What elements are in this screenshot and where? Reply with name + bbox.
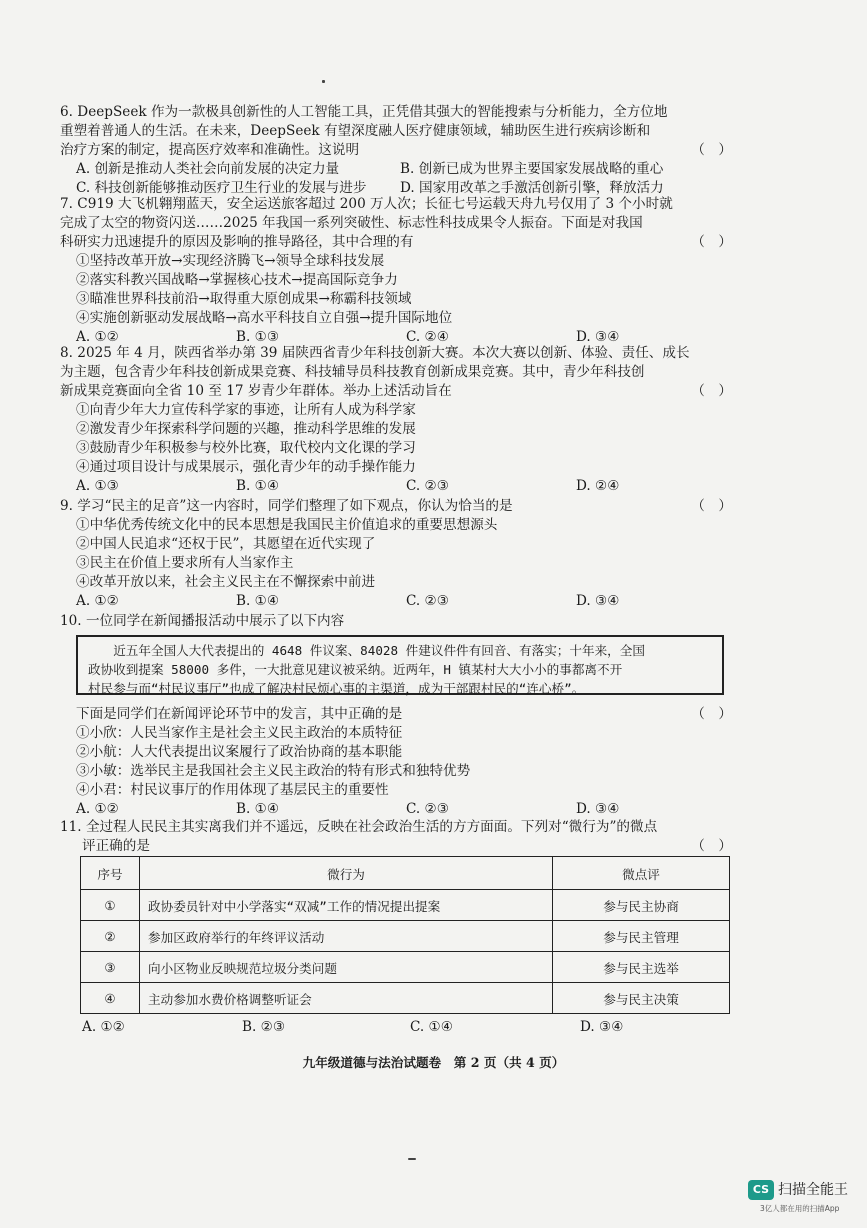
option-d: D. ②④ xyxy=(576,478,620,494)
column-header: 微点评 xyxy=(553,857,730,890)
option-d: D. ③④ xyxy=(576,801,620,817)
statement-item: ①小欣：人民当家作主是社会主义民主政治的本质特征 xyxy=(76,725,403,741)
statement-item: ②落实科教兴国战略→掌握核心技术→提高国际竞争力 xyxy=(76,272,398,288)
question-stem-line: 10. 一位同学在新闻播报活动中展示了以下内容 xyxy=(60,613,345,629)
options-row xyxy=(60,1018,740,1037)
scan-speck xyxy=(408,1158,416,1160)
question-stem-line xyxy=(60,837,740,856)
micro-behavior-table xyxy=(80,856,730,1014)
statement-item: ③瞄准世界科技前沿→取得重大原创成果→称霸科技领域 xyxy=(76,291,412,307)
option-a: A. ①② xyxy=(76,593,119,609)
question-stem-line: 完成了太空的物资闪送……2025 年我国一系列突破性、标志性科技成果令人振奋。下面是对我国 xyxy=(60,215,643,231)
table-cell: 主动参加水费价格调整听证会 xyxy=(140,983,553,1014)
excerpt-line: 近五年全国人大代表提出的 4648 件议案、84028 件建议件件有回音、有落实；十年来，全国 xyxy=(88,643,645,658)
option-d: D. ③④ xyxy=(576,329,620,345)
column-header: 微行为 xyxy=(140,857,553,890)
option-c: C. ②③ xyxy=(406,593,449,609)
question-stem-line xyxy=(60,497,740,516)
question-9 xyxy=(60,497,740,611)
option-b: B. ①③ xyxy=(236,329,280,345)
question-11 xyxy=(60,818,740,856)
table-cell: 参与民主管理 xyxy=(553,921,730,952)
question-stem-line xyxy=(60,705,740,724)
option-c: C. ②③ xyxy=(406,801,449,817)
table-cell: ④ xyxy=(81,983,140,1014)
question-7 xyxy=(60,195,740,347)
option-d: D. ③④ xyxy=(576,593,620,609)
camscanner-logo-icon: CS xyxy=(748,1180,774,1200)
statement-item: ④通过项目设计与成果展示，强化青少年的动手操作能力 xyxy=(76,459,416,475)
table-cell: 参与民主选举 xyxy=(553,952,730,983)
options-row xyxy=(60,800,740,819)
option-c: C. ②④ xyxy=(406,329,449,345)
option-a: A. ①② xyxy=(82,1019,125,1035)
table-row xyxy=(81,921,730,952)
question-10 xyxy=(60,612,740,631)
watermark-name: 扫描全能王 xyxy=(778,1182,848,1198)
question-8 xyxy=(60,344,740,496)
question-10-body xyxy=(60,705,740,819)
question-stem-text: 评正确的是 xyxy=(82,838,150,854)
option-a: A. 创新是推动人类社会向前发展的决定力量 xyxy=(76,161,340,177)
question-stem-text: 治疗方案的制定，提高医疗效率和准确性。这说明 xyxy=(60,142,360,158)
option-d: D. 国家用改革之手激活创新引擎，释放活力 xyxy=(400,180,664,196)
answer-bracket: （ ） xyxy=(691,142,732,158)
question-stem-line xyxy=(60,141,740,160)
question-stem-line xyxy=(60,233,740,252)
table-cell: 政协委员针对中小学落实“双减”工作的情况提出提案 xyxy=(140,890,553,921)
statement-item: ④小君：村民议事厅的作用体现了基层民主的重要性 xyxy=(76,782,389,798)
statement-item: ①中华优秀传统文化中的民本思想是我国民主价值追求的重要思想源头 xyxy=(76,517,498,533)
excerpt-line: 村民参与而“村民议事厅”也成了解决村民烦心事的主渠道，成为干部跟村民的“连心桥”。 xyxy=(88,681,585,696)
table-header-row xyxy=(81,857,730,890)
statement-item: ②激发青少年探索科学问题的兴趣，推动科学思维的发展 xyxy=(76,421,416,437)
option-b: B. ①④ xyxy=(236,801,280,817)
question-stem-line: 11. 全过程人民民主其实离我们并不遥远，反映在社会政治生活的方方面面。下列对“微行为”的微点 xyxy=(60,819,658,835)
statement-item: ③小敏：选举民主是我国社会主义民主政治的特有形式和独特优势 xyxy=(76,763,471,779)
news-excerpt-box xyxy=(76,635,724,695)
option-b: B. 创新已成为世界主要国家发展战略的重心 xyxy=(400,161,664,177)
table-row xyxy=(81,890,730,921)
question-stem-line: 8. 2025 年 4 月，陕西省举办第 39 届陕西省青少年科技创新大赛。本次大赛以创新、体验、责任、成长 xyxy=(60,345,690,361)
option-b: B. ①④ xyxy=(236,593,280,609)
question-stem-text: 9. 学习“民主的足音”这一内容时，同学们整理了如下观点，你认为恰当的是 xyxy=(60,498,513,514)
answer-bracket: （ ） xyxy=(691,234,732,250)
answer-bracket: （ ） xyxy=(691,838,732,854)
statement-item: ①向青少年大力宣传科学家的事迹，让所有人成为科学家 xyxy=(76,402,416,418)
question-stem-line xyxy=(60,382,740,401)
question-6 xyxy=(60,103,740,198)
question-stem-line: 为主题，包含青少年科技创新成果竞赛、科技辅导员科技教育创新成果竞赛。其中，青少年科技创 xyxy=(60,364,645,380)
statement-item: ②小航：人大代表提出议案履行了政治协商的基本职能 xyxy=(76,744,403,760)
answer-bracket: （ ） xyxy=(691,498,732,514)
option-b: B. ②③ xyxy=(242,1019,286,1035)
option-d: D. ③④ xyxy=(580,1019,624,1035)
watermark-tagline: 3亿人都在用的扫描App xyxy=(760,1204,840,1213)
question-11-options xyxy=(60,1018,740,1037)
statement-item: ④实施创新驱动发展战略→高水平科技自立自强→提升国际地位 xyxy=(76,310,453,326)
options-row xyxy=(60,477,740,496)
option-b: B. ①④ xyxy=(236,478,280,494)
table-cell: 参加区政府举行的年终评议活动 xyxy=(140,921,553,952)
question-stem-text: 科研实力迅速提升的原因及影响的推导路径，其中合理的有 xyxy=(60,234,414,250)
option-c: C. ①④ xyxy=(410,1019,453,1035)
options-row xyxy=(60,592,740,611)
table-cell: ① xyxy=(81,890,140,921)
table-cell: ③ xyxy=(81,952,140,983)
question-stem-line: 7. C919 大飞机翱翔蓝天，安全运送旅客超过 200 万人次；长征七号运载天舟九号仅用了 3 个小时就 xyxy=(60,196,673,212)
table-cell: 参与民主决策 xyxy=(553,983,730,1014)
table-cell: 参与民主协商 xyxy=(553,890,730,921)
answer-bracket: （ ） xyxy=(691,706,732,722)
statement-item: ①坚持改革开放→实现经济腾飞→领导全球科技发展 xyxy=(76,253,385,269)
option-a: A. ①② xyxy=(76,329,119,345)
scan-speck xyxy=(322,80,325,83)
excerpt-line: 政协收到提案 58000 多件，一大批意见建议被采纳。近两年，H 镇某村大大小小的事都离不开 xyxy=(88,662,623,677)
table-row xyxy=(81,952,730,983)
table-row xyxy=(81,983,730,1014)
question-stem-line: 重塑着普通人的生活。在未来，DeepSeek 有望深度融人医疗健康领域，辅助医生进行疾病诊断和 xyxy=(60,123,651,139)
page-footer: 九年级道德与法治试题卷 第 2 页（共 4 页） xyxy=(302,1055,565,1070)
option-c: C. ②③ xyxy=(406,478,449,494)
question-stem-text: 新成果竞赛面向全省 10 至 17 岁青少年群体。举办上述活动旨在 xyxy=(60,383,452,399)
statement-item: ④改革开放以来，社会主义民主在不懈探索中前进 xyxy=(76,574,376,590)
statement-item: ②中国人民追求“还权于民”，其愿望在近代实现了 xyxy=(76,536,376,552)
options-row xyxy=(60,160,740,179)
table-cell: ② xyxy=(81,921,140,952)
statement-item: ③民主在价值上要求所有人当家作主 xyxy=(76,555,294,571)
option-a: A. ①③ xyxy=(76,478,119,494)
statement-item: ③鼓励青少年积极参与校外比赛，取代校内文化课的学习 xyxy=(76,440,416,456)
table-cell: 向小区物业反映规范垃圾分类问题 xyxy=(140,952,553,983)
question-stem-line: 6. DeepSeek 作为一款极具创新性的人工智能工具，正凭借其强大的智能搜索与分析能力，全方位地 xyxy=(60,104,668,120)
answer-bracket: （ ） xyxy=(691,383,732,399)
option-c: C. 科技创新能够推动医疗卫生行业的发展与进步 xyxy=(76,180,367,196)
column-header: 序号 xyxy=(81,857,140,890)
question-stem-text: 下面是同学们在新闻评论环节中的发言，其中正确的是 xyxy=(76,706,403,722)
option-a: A. ①② xyxy=(76,801,119,817)
